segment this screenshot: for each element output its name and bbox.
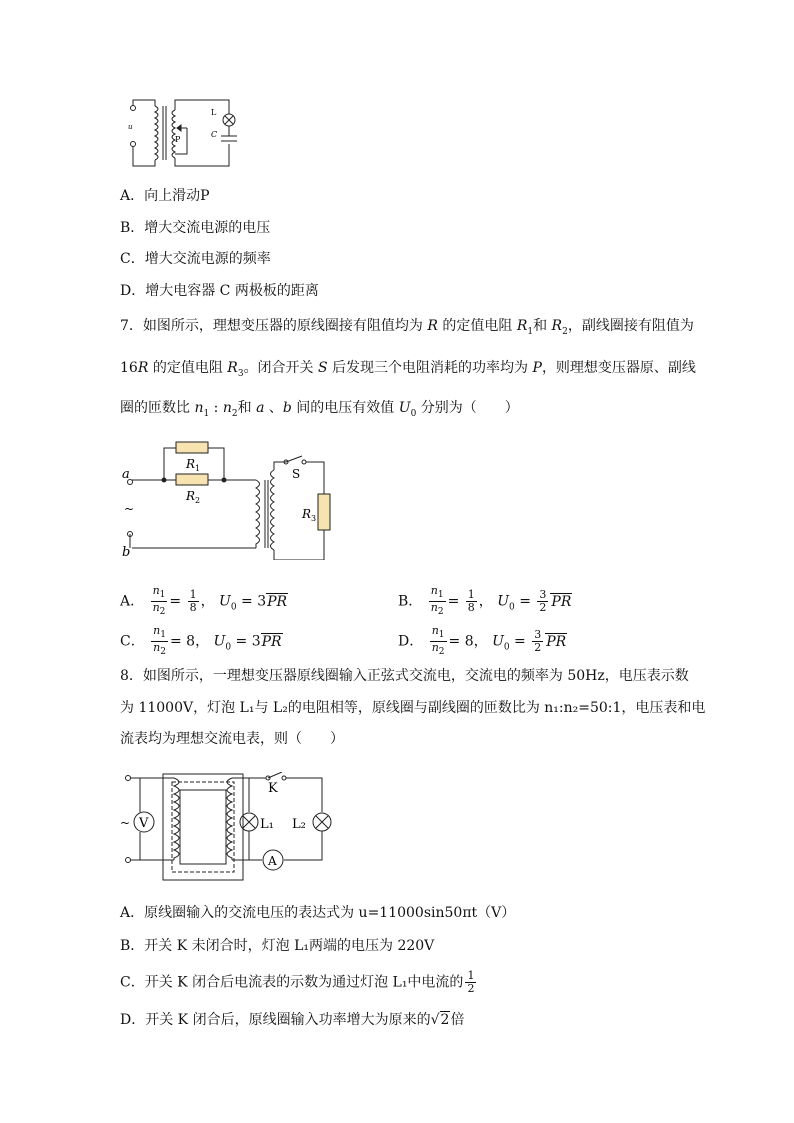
- q7-fig-tilde: ~: [124, 502, 135, 516]
- q7-option-c: C． $\frac{n_1}{n_2}$ = 8， $U_0 = 3PR$: [120, 624, 282, 658]
- q6-option-c: C．增大交流电源的频率: [120, 251, 271, 267]
- q7-stem-line2: 16R 的定值电阻 $R_3$。闭合开关 S 后发现三个电阻消耗的功率均为 P，则理想变压器原、副线: [120, 360, 696, 379]
- q8-fig-ammeter: A: [268, 854, 277, 868]
- q7-stem-line3: 圈的匝数比 $n_1$ : $n_2$和 a 、b 间的电压有效值 $U_0$ 分别为（ ）: [120, 400, 519, 419]
- svg-text:3: 3: [311, 514, 317, 523]
- q7-fig-a: a: [122, 467, 130, 482]
- q6-option-b: B．增大交流电源的电压: [120, 220, 271, 236]
- q8-fig-voltmeter: V: [139, 816, 149, 831]
- svg-text:1: 1: [195, 464, 201, 473]
- q8-fig-tilde: ~: [120, 816, 131, 830]
- q7-fig-s: S: [292, 467, 301, 481]
- q8-option-c: C．开关 K 闭合后电流表的示数为通过灯泡 L₁中电流的 $\frac{1}{2}$: [120, 969, 475, 995]
- q8-fig-k: K: [268, 781, 278, 796]
- q7-fig-b: b: [122, 545, 131, 560]
- q8-fig-l1: L₁: [260, 817, 274, 832]
- q6-fig-u-label: u: [128, 123, 133, 131]
- q6-option-a: A．向上滑动P: [120, 188, 210, 204]
- q8-option-b: B．开关 K 未闭合时，灯泡 L₁两端的电压为 220V: [120, 938, 435, 954]
- q6-fig-l-label: L: [211, 108, 217, 117]
- q7-fig-r1: R: [186, 457, 196, 471]
- q6-fig-c-label: C: [211, 130, 218, 139]
- q8-circuit-figure: [118, 772, 338, 890]
- q8-stem-line1: 8．如图所示，一理想变压器原线圈输入正弦式交流电，交流电的频率为 50Hz，电压表示数: [120, 668, 689, 684]
- q8-option-a: A．原线圈输入的交流电压的表达式为 u=11000sin50πt（V）: [120, 905, 516, 921]
- q8-option-d: D．开关 K 闭合后，原线圈输入功率增大为原来的√2倍: [120, 1012, 465, 1028]
- q6-option-d: D．增大电容器 C 两极板的距离: [120, 283, 319, 299]
- q7-fig-r3: R: [302, 507, 312, 521]
- q7-circuit-figure: [116, 436, 336, 560]
- q8-stem-line2: 为 11000V，灯泡 L₁与 L₂的电阻相等，原线圈与副线圈的匝数比为 n₁:n₂=50:1，电压表和电: [120, 700, 706, 716]
- q6-fig-p-label: P: [175, 135, 181, 144]
- q7-option-a: A． $\frac{n_1}{n_2}$ = $\frac{1}{8}$ ， $U_0 = 3PR$: [120, 584, 288, 618]
- q6-circuit-figure: [125, 96, 245, 176]
- q7-option-d: D． $\frac{n_1}{n_2}$ = 8， $U_0$ = $\frac{3}{2}$ PR: [398, 624, 567, 658]
- q8-fig-l2: L₂: [292, 817, 306, 832]
- q8-stem-line3: 流表均为理想交流电表，则（ ）: [120, 731, 344, 747]
- svg-text:2: 2: [195, 496, 201, 505]
- q7-fig-r2: R: [186, 489, 196, 503]
- q7-option-b: B． $\frac{n_1}{n_2}$ = $\frac{1}{8}$ ， $U_0$ = $\frac{3}{2}$ PR: [398, 584, 572, 618]
- q7-stem-line1: 7．如图所示，理想变压器的原线圈接有阻值均为 R 的定值电阻 $R_1$和 $R_2$，副线圈接有阻值为: [120, 318, 694, 337]
